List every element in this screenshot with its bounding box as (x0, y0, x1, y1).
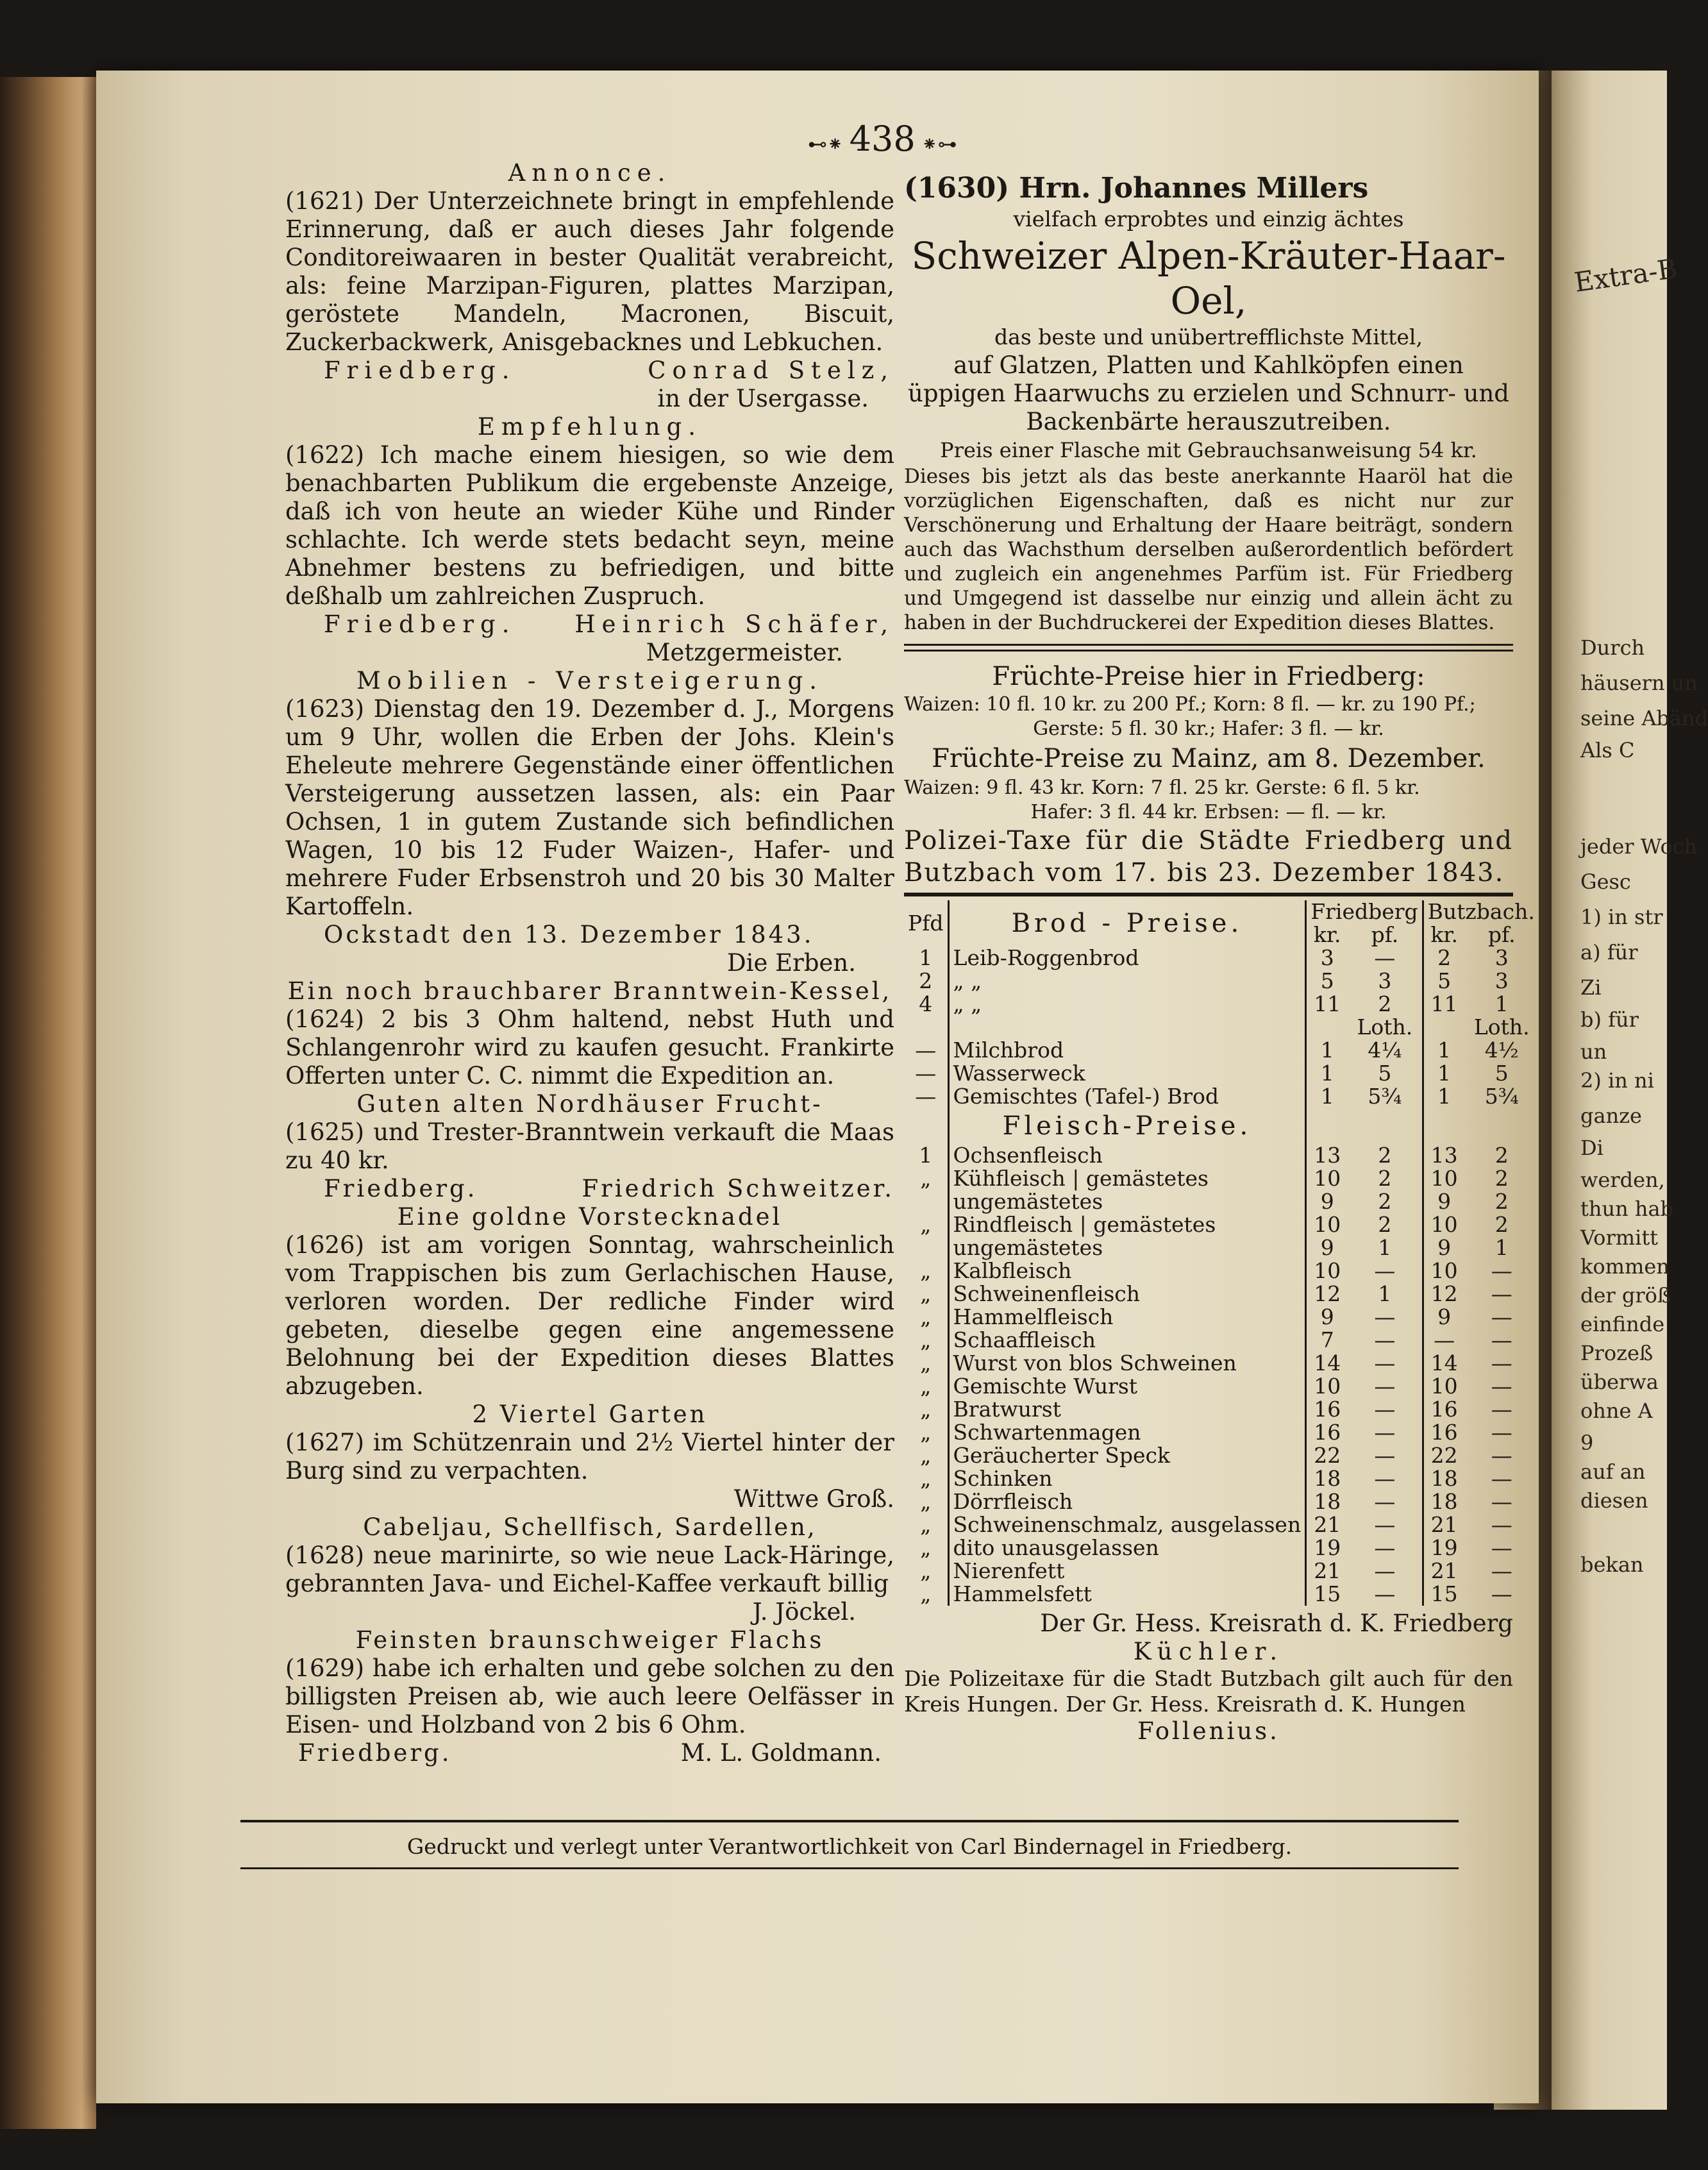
nadel-title: Eine goldne Vorstecknadel (397, 1203, 783, 1231)
cell-friedberg-pf: 5 (1378, 1061, 1392, 1086)
cell-item: Gemischtes (Tafel-) Brod (953, 1084, 1219, 1109)
cell-item: Schweinenfleisch (953, 1281, 1141, 1306)
fleisch-title-row (904, 1108, 1539, 1144)
cell-item: Nierenfett (953, 1558, 1065, 1583)
cell-butzbach-pf: 1 (1494, 1235, 1509, 1260)
cell-pfd: 2 (904, 970, 948, 993)
ad-1630-body: Dieses bis jetzt als das beste anerkannte Haaröl hat die vorzüglichen Eigenschaften, daß es nicht nur zur Verschönerung und Erhaltung der Haare beiträgt, sondern auch das Wachsthum derselben außerordentlich befördert und zugleich ein angenehmes Parfüm ist. Für Friedberg und Umgegend ist dasselbe nur einzig und allein ächt zu haben in der Buchdruckerei der Expedition dieses Blattes. (904, 465, 1513, 634)
ad-1621-name: Conrad Stelz, (648, 357, 894, 384)
next-page-fragment: Durch (1580, 635, 1645, 660)
fruchte-mainz-line2: Hafer: 3 fl. 44 kr. Erbsen: — fl. — kr. (1030, 801, 1387, 823)
ad-1621: (1621) Der Unterzeichnete bringt in empfehlende Erinnerung, daß er auch dieses Jahr folgende Conditoreiwaaren in bester Qualität verabreicht, als: feine Marzipan-Figuren, plattes Marzipan, geröstete Mandeln, Macronen, Biscuit, Zuckerbackwerk, Anisgebacknes und Lebkuchen. (285, 187, 894, 356)
cell-friedberg-pf: — (1374, 1397, 1396, 1422)
cell-pfd: — (904, 1039, 948, 1062)
cell-pfd (904, 1016, 948, 1039)
empfehlung-title: Empfehlung. (477, 413, 703, 441)
fruchte-mainz-line1: Waizen: 9 fl. 43 kr. Korn: 7 fl. 25 kr. Gerste: 6 fl. 5 kr. (904, 777, 1420, 799)
cell-friedberg-kr: 5 (1306, 970, 1348, 993)
cell-item: Wasserweck (953, 1061, 1085, 1086)
cell-friedberg-pf: — (1374, 1350, 1396, 1375)
ad-1622-name: Heinrich Schäfer, (574, 610, 894, 638)
fleisch-row (904, 1144, 1539, 1167)
cell-item: Rindfleisch | gemästetes (953, 1212, 1216, 1237)
kessel-title: Ein noch brauchbarer Branntwein-Kessel, (287, 977, 892, 1005)
cell-friedberg-kr: 18 (1306, 1490, 1348, 1513)
cell-butzbach-kr: 2 (1423, 946, 1464, 970)
cell-friedberg-pf: — (1374, 1258, 1396, 1283)
cell-friedberg-kr: 1 (1306, 1039, 1348, 1062)
cell-pfd: „ (904, 1398, 948, 1421)
left-column (285, 159, 894, 1767)
col-butzbach-kr: kr. (1423, 923, 1464, 946)
cell-item: Ochsenfleisch (953, 1143, 1103, 1168)
next-page-fragment: Extra-B (1572, 253, 1679, 298)
next-page-fragment: ganze (1580, 1104, 1642, 1128)
cell-friedberg-kr: 9 (1306, 1306, 1348, 1329)
cell-pfd (904, 1190, 948, 1213)
cell-butzbach-kr: 13 (1423, 1144, 1464, 1167)
ad-1630-head: (1630) Hrn. Johannes Millers (904, 172, 1369, 205)
col-friedberg: Friedberg (1306, 900, 1423, 923)
next-page-fragment: kommen (1580, 1254, 1670, 1279)
cell-pfd: „ (904, 1467, 948, 1490)
page-number-row: ⊷⁕ 438 ⁕⊶ (808, 119, 957, 159)
cell-butzbach-pf: — (1491, 1258, 1512, 1283)
cell-butzbach-kr: 10 (1423, 1259, 1464, 1283)
cell-friedberg-kr: 1 (1306, 1085, 1348, 1108)
cell-friedberg-kr: 7 (1306, 1329, 1348, 1352)
fleisch-row (904, 1583, 1539, 1606)
ad-1622-signature (285, 610, 894, 639)
cell-friedberg-pf: — (1374, 1443, 1396, 1468)
cell-butzbach-kr: 1 (1423, 1085, 1464, 1108)
cell-butzbach-kr: 19 (1423, 1536, 1464, 1560)
brod-row (904, 1016, 1539, 1039)
next-page-fragment: seine Abänd (1580, 706, 1708, 730)
signature-hungen-name: Follenius. (1137, 1717, 1280, 1745)
cell-butzbach-pf: — (1491, 1558, 1512, 1583)
next-page-fragment: 2) in ni (1580, 1068, 1654, 1093)
cell-friedberg-pf: — (1374, 1581, 1396, 1606)
fleisch-row (904, 1190, 1539, 1213)
fleisch-row (904, 1306, 1539, 1329)
cell-friedberg-pf: — (1374, 1374, 1396, 1399)
cell-friedberg-kr: 15 (1306, 1583, 1348, 1606)
next-page-fragment: Di (1580, 1136, 1603, 1160)
cell-butzbach-kr: 9 (1423, 1236, 1464, 1259)
cell-item: Geräucherter Speck (953, 1443, 1170, 1468)
cell-pfd: „ (904, 1167, 948, 1190)
brod-rows (904, 946, 1539, 1108)
double-rule (904, 644, 1513, 652)
imprint: Gedruckt und verlegt unter Verantwortlichkeit von Carl Bindernagel in Friedberg. (406, 1834, 1293, 1859)
fleisch-row (904, 1213, 1539, 1236)
fruchtbranntwein-title: Guten alten Nordhäuser Frucht- (356, 1090, 823, 1118)
cell-butzbach-kr: — (1423, 1329, 1464, 1352)
next-page-fragment: Vormitt (1580, 1225, 1659, 1250)
cell-pfd: „ (904, 1352, 948, 1375)
fleisch-row (904, 1352, 1539, 1375)
footer-rule (240, 1820, 1459, 1822)
next-page-fragment: ohne A (1580, 1399, 1653, 1423)
cell-friedberg-kr: 10 (1306, 1375, 1348, 1398)
fruchte-friedberg-line1: Waizen: 10 fl. 10 kr. zu 200 Pf.; Korn: 8 fl. — kr. zu 190 Pf.; (904, 693, 1476, 716)
cell-item: Milchbrod (953, 1038, 1064, 1063)
cell-friedberg-pf: 2 (1378, 1166, 1392, 1191)
cell-pfd: „ (904, 1329, 948, 1352)
cell-butzbach-kr: 12 (1423, 1283, 1464, 1306)
next-page-fragment: häusern un (1580, 671, 1698, 695)
next-page-fragment: überwa (1580, 1370, 1659, 1394)
cell-butzbach-pf: Loth. (1473, 1014, 1530, 1039)
annonce-title: Annonce. (508, 159, 672, 187)
cell-pfd: — (904, 1085, 948, 1108)
cell-pfd: 1 (904, 1144, 948, 1167)
cell-pfd: „ (904, 1583, 948, 1606)
cell-friedberg-kr: 22 (1306, 1444, 1348, 1467)
flachs-title: Feinsten braunschweiger Flachs (355, 1626, 825, 1654)
fleisch-row (904, 1444, 1539, 1467)
ad-1627: (1627) im Schützenrain und 2½ Viertel hinter der Burg sind zu verpachten. (285, 1429, 894, 1485)
cell-pfd: „ (904, 1536, 948, 1560)
next-page-fragment: a) für (1580, 940, 1638, 964)
ad-1630-price: Preis einer Flasche mit Gebrauchsanweisung 54 kr. (940, 438, 1477, 462)
next-page-fragment: b) für (1580, 1007, 1639, 1032)
fleisch-row (904, 1490, 1539, 1513)
next-page-fragment: un (1580, 1039, 1607, 1064)
cell-friedberg-kr: 10 (1306, 1213, 1348, 1236)
cell-pfd: „ (904, 1560, 948, 1583)
cell-friedberg-pf: — (1374, 1466, 1396, 1491)
next-page-fragment: thun hab (1580, 1197, 1674, 1221)
ad-1630-line2: auf Glatzen, Platten und Kahlköpfen einen üppigen Haarwuchs zu erzielen und Schnurr- und Backenbärte herauszutreiben. (908, 351, 1509, 435)
cell-friedberg-kr: 13 (1306, 1144, 1348, 1167)
cell-butzbach-kr: 5 (1423, 970, 1464, 993)
cell-item: Kühfleisch | gemästetes (953, 1166, 1209, 1191)
cell-item: Leib-Roggenbrod (953, 945, 1139, 970)
cell-friedberg-pf: 5¾ (1368, 1084, 1402, 1109)
cell-item: Bratwurst (953, 1397, 1061, 1422)
cell-item: Schwartenmagen (953, 1420, 1141, 1445)
cell-friedberg-pf: — (1374, 1489, 1396, 1514)
cell-item: Schaaffleisch (953, 1327, 1096, 1352)
fleisch-row (904, 1283, 1539, 1306)
col-butzbach: Butzbach. (1423, 900, 1539, 923)
cell-butzbach-pf: — (1491, 1350, 1512, 1375)
cell-butzbach-pf: — (1491, 1327, 1512, 1352)
cell-friedberg-kr: 10 (1306, 1167, 1348, 1190)
ad-1624: (1624) 2 bis 3 Ohm haltend, nebst Huth und Schlangenrohr wird zu kaufen gesucht. Frankirte Offerten unter C. C. nimmt die Expedition an. (285, 1005, 894, 1089)
col-friedberg-kr: kr. (1306, 923, 1348, 946)
fleisch-rows (904, 1144, 1539, 1606)
fleisch-row (904, 1513, 1539, 1536)
ad-1628-name: J. Jöckel. (752, 1598, 856, 1626)
cell-pfd: „ (904, 1375, 948, 1398)
cell-pfd: — (904, 1062, 948, 1085)
fleisch-row (904, 1167, 1539, 1190)
cell-butzbach-kr: 21 (1423, 1513, 1464, 1536)
ad-1622-place: Friedberg. (324, 610, 516, 638)
fleisch-row (904, 1421, 1539, 1444)
cell-butzbach-kr: 21 (1423, 1560, 1464, 1583)
cell-friedberg-kr: 1 (1306, 1062, 1348, 1085)
col-friedberg-pf: pf. (1371, 922, 1399, 947)
col-brod: Brod - Preise. (1011, 909, 1243, 938)
cell-friedberg-pf: Loth. (1357, 1014, 1413, 1039)
cell-friedberg-pf: 1 (1378, 1281, 1392, 1306)
cell-butzbach-kr (1423, 1016, 1464, 1039)
cell-friedberg-pf: 2 (1378, 1189, 1392, 1214)
cell-friedberg-pf: 1 (1378, 1235, 1392, 1260)
fruchte-friedberg-title: Früchte-Preise hier in Friedberg: (992, 662, 1425, 691)
brod-row (904, 970, 1539, 993)
fleisch-title: Fleisch-Preise. (1002, 1111, 1252, 1141)
ad-1625-name: Friedrich Schweitzer. (582, 1175, 894, 1202)
ad-1629-place: Friedberg. (298, 1739, 452, 1767)
cell-item: ungemästetes (953, 1235, 1103, 1260)
taxe-rule (904, 893, 1513, 896)
ad-1629: (1629) habe ich erhalten und gebe solchen zu den billigsten Preisen ab, wie auch leere Oelfässer in Eisen- und Holzband von 2 bis 6 Ohm. (285, 1654, 894, 1738)
fleisch-row (904, 1467, 1539, 1490)
ad-1630-product: Schweizer Alpen-Kräuter-Haar-Oel, (911, 234, 1506, 323)
cell-friedberg-kr: 11 (1306, 993, 1348, 1016)
cell-friedberg-kr: 16 (1306, 1398, 1348, 1421)
cell-butzbach-pf: — (1491, 1374, 1512, 1399)
table-header-row (904, 900, 1539, 923)
cell-friedberg-kr: 3 (1306, 946, 1348, 970)
brod-row (904, 946, 1539, 970)
cell-item: Hammelsfett (953, 1581, 1092, 1606)
cell-butzbach-kr: 1 (1423, 1062, 1464, 1085)
cell-item (948, 1016, 1306, 1039)
cell-butzbach-pf: 5¾ (1484, 1084, 1519, 1109)
fleisch-row (904, 1398, 1539, 1421)
cell-item: „ „ (953, 991, 982, 1016)
cell-pfd: „ (904, 1444, 948, 1467)
cell-friedberg-pf: 4¼ (1368, 1038, 1402, 1063)
cell-item: „ „ (953, 968, 982, 993)
cell-friedberg-pf: — (1374, 945, 1396, 970)
cell-butzbach-pf: 2 (1494, 1212, 1509, 1237)
cell-butzbach-kr: 10 (1423, 1375, 1464, 1398)
footer-rule-bottom (240, 1867, 1459, 1869)
brod-row (904, 1085, 1539, 1108)
cell-friedberg-pf: 2 (1378, 1143, 1392, 1168)
cell-butzbach-kr: 18 (1423, 1490, 1464, 1513)
ad-1625-place: Friedberg. (324, 1175, 478, 1202)
cell-item: Schinken (953, 1466, 1053, 1491)
cell-butzbach-pf: 2 (1494, 1166, 1509, 1191)
ad-1629-signature (285, 1739, 894, 1767)
cell-butzbach-kr: 16 (1423, 1421, 1464, 1444)
fisch-title: Cabeljau, Schellfisch, Sardellen, (363, 1513, 817, 1541)
cell-friedberg-kr: 12 (1306, 1283, 1348, 1306)
cell-butzbach-pf: — (1491, 1397, 1512, 1422)
cell-friedberg-kr: 9 (1306, 1236, 1348, 1259)
cell-butzbach-pf: 4½ (1484, 1038, 1519, 1063)
cell-pfd: „ (904, 1259, 948, 1283)
price-table (904, 900, 1539, 1606)
fleisch-row (904, 1259, 1539, 1283)
cell-friedberg-kr (1306, 1016, 1348, 1039)
page-number: 438 (849, 119, 916, 159)
cell-pfd: „ (904, 1490, 948, 1513)
fleisch-row (904, 1236, 1539, 1259)
cell-friedberg-pf: — (1374, 1512, 1396, 1537)
cell-pfd: „ (904, 1513, 948, 1536)
cell-friedberg-pf: — (1374, 1304, 1396, 1329)
cell-friedberg-kr: 14 (1306, 1352, 1348, 1375)
cell-friedberg-kr: 21 (1306, 1560, 1348, 1583)
signature-friedberg: Der Gr. Hess. Kreisrath d. K. Friedberg (1040, 1610, 1513, 1637)
fleisch-row (904, 1329, 1539, 1352)
ad-1630-line1: das beste und unübertrefflichste Mittel, (994, 324, 1423, 349)
cell-friedberg-kr: 16 (1306, 1421, 1348, 1444)
ad-1622: (1622) Ich mache einem hiesigen, so wie dem benachbarten Publikum die ergebenste Anzeige, daß ich von heute an wieder Kühe und Rinder schlachte. Ich werde stets bedacht seyn, meine Abnehmer bestens zu befriedigen, und bitte deßhalb um zahlreichen Zuspruch. (285, 441, 894, 610)
ad-1623-name: Die Erben. (726, 949, 856, 977)
cell-butzbach-pf: 5 (1494, 1061, 1509, 1086)
cell-item: dito unausgelassen (953, 1535, 1159, 1560)
cell-butzbach-kr: 18 (1423, 1467, 1464, 1490)
cell-friedberg-kr: 18 (1306, 1467, 1348, 1490)
taxe-title: Polizei-Taxe für die Städte Friedberg und Butzbach vom 17. bis 23. Dezember 1843. (904, 826, 1513, 887)
cell-friedberg-pf: — (1374, 1420, 1396, 1445)
next-page-fragment: der größ (1580, 1283, 1671, 1308)
cell-pfd: 1 (904, 946, 948, 970)
cell-butzbach-kr: 16 (1423, 1398, 1464, 1421)
fruchte-friedberg-line2: Gerste: 5 fl. 30 kr.; Hafer: 3 fl. — kr. (1033, 718, 1384, 740)
cell-friedberg-pf: 2 (1378, 1212, 1392, 1237)
cell-butzbach-pf: — (1491, 1281, 1512, 1306)
right-column (904, 172, 1535, 1745)
fleisch-row (904, 1536, 1539, 1560)
cell-butzbach-pf: — (1491, 1420, 1512, 1445)
cell-friedberg-pf: 3 (1378, 968, 1392, 993)
cell-pfd: 4 (904, 993, 948, 1016)
next-page-fragment: jeder Woch (1580, 834, 1698, 859)
brod-row (904, 1062, 1539, 1085)
cell-butzbach-kr: 9 (1423, 1190, 1464, 1213)
cell-butzbach-pf: 2 (1494, 1143, 1509, 1168)
fruchte-mainz-title: Früchte-Preise zu Mainz, am 8. Dezember. (932, 744, 1486, 773)
col-pfd: Pfd (904, 900, 948, 946)
ad-1626: (1626) ist am vorigen Sonntag, wahrscheinlich vom Trappischen bis zum Gerlachischen Hause, verloren worden. Der redliche Finder wird gebeten, dieselbe gegen eine angemessene Belohnung bei der Expedition dieses Blattes abzugeben. (285, 1231, 894, 1400)
cell-pfd: „ (904, 1213, 948, 1236)
cell-pfd: „ (904, 1421, 948, 1444)
ad-1625: (1625) und Trester-Branntwein verkauft die Maas zu 40 kr. (285, 1118, 894, 1174)
next-page-fragment: diesen (1580, 1488, 1648, 1513)
cell-butzbach-pf: — (1491, 1512, 1512, 1537)
next-page-fragment: Als C (1580, 738, 1635, 762)
cell-butzbach-pf: — (1491, 1489, 1512, 1514)
cell-butzbach-pf: — (1491, 1304, 1512, 1329)
cell-friedberg-kr: 19 (1306, 1536, 1348, 1560)
cell-butzbach-pf: 3 (1494, 968, 1509, 993)
cell-butzbach-pf: — (1491, 1466, 1512, 1491)
cell-butzbach-kr: 15 (1423, 1583, 1464, 1606)
next-page-fragment: einfinde (1580, 1312, 1665, 1336)
cell-butzbach-kr: 14 (1423, 1352, 1464, 1375)
mobilien-title: Mobilien - Versteigerung. (356, 667, 823, 694)
cell-butzbach-kr: 10 (1423, 1167, 1464, 1190)
cell-butzbach-pf: — (1491, 1443, 1512, 1468)
next-page-fragment: bekan (1580, 1552, 1644, 1577)
cell-item: Kalbfleisch (953, 1258, 1072, 1283)
ad-1621-addr: in der Usergasse. (657, 385, 869, 412)
cell-friedberg-kr: 9 (1306, 1190, 1348, 1213)
next-page-fragment: Gesc (1580, 870, 1631, 894)
cell-butzbach-kr: 9 (1423, 1306, 1464, 1329)
next-page-fragment: Prozeß (1580, 1341, 1654, 1365)
garten-title: 2 Viertel Garten (472, 1400, 708, 1428)
col-butzbach-pf: pf. (1487, 922, 1516, 947)
cell-butzbach-kr: 22 (1423, 1444, 1464, 1467)
cell-friedberg-kr: 10 (1306, 1259, 1348, 1283)
cell-butzbach-pf: 3 (1494, 945, 1509, 970)
butzbach-note: Die Polizeitaxe für die Stadt Butzbach gilt auch für den Kreis Hungen. Der Gr. Hess. Kreisrath d. K. Hungen (904, 1666, 1513, 1717)
cell-butzbach-kr: 11 (1423, 993, 1464, 1016)
cell-item: Wurst von blos Schweinen (953, 1350, 1237, 1375)
fleisch-row (904, 1560, 1539, 1583)
cell-butzbach-pf: — (1491, 1581, 1512, 1606)
fleisch-row (904, 1375, 1539, 1398)
ad-1627-name: Wittwe Groß. (733, 1485, 894, 1513)
cell-friedberg-pf: — (1374, 1327, 1396, 1352)
signature-friedberg-name: Küchler. (1133, 1638, 1284, 1665)
ad-1625-signature (285, 1175, 894, 1203)
ad-1630-sub: vielfach erprobtes und einzig ächtes (1013, 206, 1404, 231)
cell-item: Gemischte Wurst (953, 1374, 1138, 1399)
cell-item: Schweinenschmalz, ausgelassen (953, 1512, 1302, 1537)
ad-1622-role: Metzgermeister. (646, 639, 843, 666)
next-page-fragment: auf an (1580, 1459, 1646, 1484)
brod-row (904, 993, 1539, 1016)
cell-butzbach-pf: 1 (1494, 991, 1509, 1016)
ad-1621-signature (285, 357, 894, 385)
ad-1621-place: Friedberg. (324, 357, 516, 384)
next-page-fragment: Zi (1580, 975, 1602, 1000)
cell-butzbach-pf: 2 (1494, 1189, 1509, 1214)
cell-butzbach-pf: — (1491, 1535, 1512, 1560)
cell-friedberg-pf: — (1374, 1535, 1396, 1560)
ad-1623: (1623) Dienstag den 19. Dezember d. J., Morgens um 9 Uhr, wollen die Erben der Johs. Klein's Eheleute mehrere Gegenstände einer öffentlichen Versteigerung aussetzen lassen, als: ein Paar Ochsen, 1 in gutem Zustande sich befindlichen Wagen, 10 bis 12 Fuder Waizen-, Hafer- und mehrere Fuder Erbsenstroh und 20 bis 30 Malter Kartoffeln. (285, 695, 894, 920)
ad-1628: (1628) neue marinirte, so wie neue Lack-Häringe, gebrannten Java- und Eichel-Kaffee verkauft billig (285, 1542, 894, 1597)
next-page-fragment: werden, (1580, 1168, 1665, 1192)
cell-item: Dörrfleisch (953, 1489, 1073, 1514)
ad-1629-name: M. L. Goldmann. (680, 1739, 882, 1767)
cell-butzbach-kr: 10 (1423, 1213, 1464, 1236)
cell-friedberg-pf: — (1374, 1558, 1396, 1583)
brod-row (904, 1039, 1539, 1062)
book-edge-left (0, 77, 96, 2129)
ad-1623-place: Ockstadt den 13. Dezember 1843. (324, 921, 814, 948)
next-page-fragment: 9 (1580, 1431, 1594, 1455)
cell-pfd: „ (904, 1283, 948, 1306)
cell-friedberg-kr: 21 (1306, 1513, 1348, 1536)
cell-item: ungemästetes (953, 1189, 1103, 1214)
cell-pfd: „ (904, 1306, 948, 1329)
next-page-fragment: 1) in str (1580, 905, 1663, 929)
cell-pfd (904, 1236, 948, 1259)
cell-item: Hammelfleisch (953, 1304, 1114, 1329)
cell-friedberg-pf: 2 (1378, 991, 1392, 1016)
cell-butzbach-kr: 1 (1423, 1039, 1464, 1062)
